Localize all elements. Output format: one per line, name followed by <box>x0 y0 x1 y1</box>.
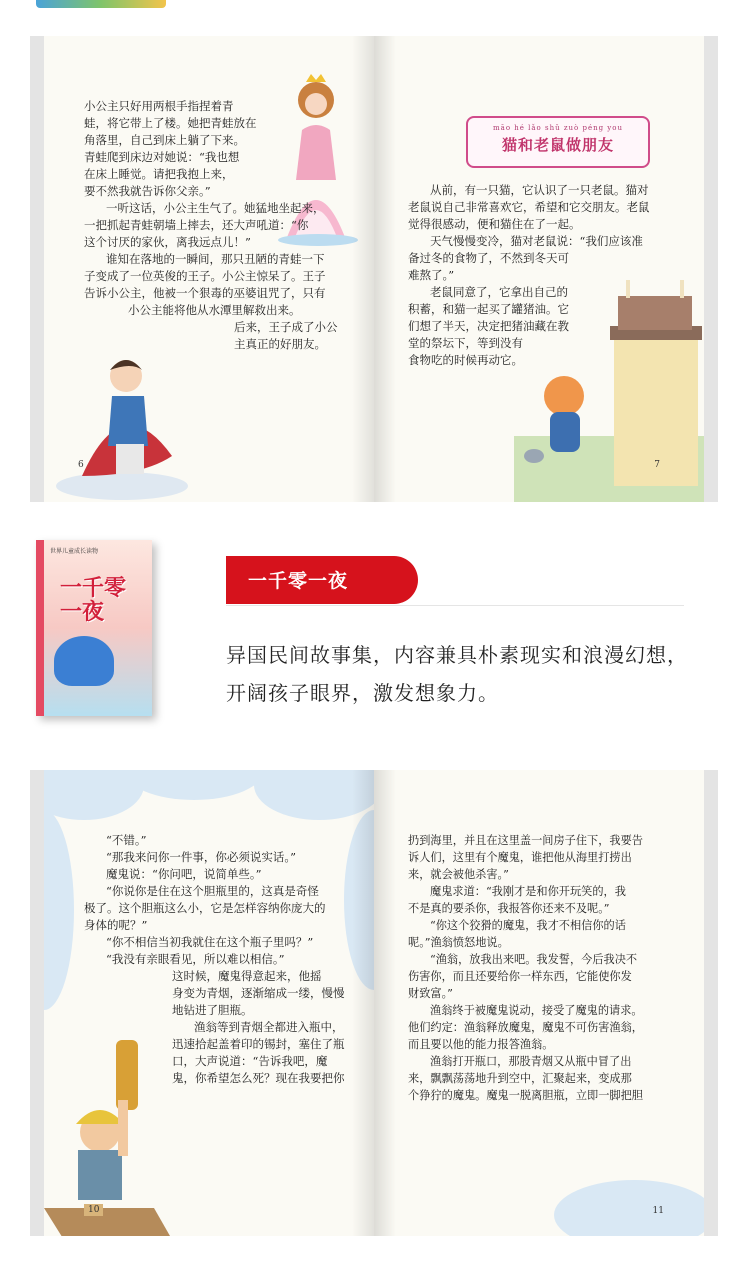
text-line: 老鼠同意了，它拿出自己的 <box>430 285 568 299</box>
story-title-badge <box>466 116 650 168</box>
text-line: 们想了半天，决定把猪油藏在教 <box>408 319 569 333</box>
text-line: 扔到海里，并且在这里盖一间房子住下，我要告 <box>408 834 643 847</box>
text-line: 青蛙爬到床边对她说：“我也想 <box>84 150 240 164</box>
text-line: 迅速拾起盖着印的锡封，塞住了瓶 <box>172 1037 345 1051</box>
book-title-line-2: 一夜 <box>60 599 105 625</box>
cloud-decoration <box>124 770 264 800</box>
text-line: 魔鬼说：“你问吧，说简单些。” <box>106 867 262 881</box>
text-line: 角落里，自己到床上躺了下来。 <box>84 133 245 147</box>
page-number: 11 <box>652 1206 664 1216</box>
cloud-decoration <box>254 770 374 820</box>
book-spread-2 <box>30 770 718 1236</box>
text-line: 来，飘飘荡荡地升到空中，汇聚起来，变成那 <box>408 1072 632 1085</box>
page-7 <box>374 36 704 502</box>
text-line: 这个讨厌的家伙，离我远点儿！” <box>84 235 251 249</box>
text-line: 个狰狞的魔鬼。魔鬼一脱离胆瓶，立即一脚把胆 <box>408 1089 643 1102</box>
section-banner <box>226 556 418 604</box>
page-10 <box>44 770 374 1236</box>
text-line: 财致富。” <box>408 987 453 1000</box>
text-line: “你说你是住在这个胆瓶里的，这真是奇怪 <box>106 884 319 898</box>
title-pinyin: māo hé lǎo shǔ zuò péng you <box>493 124 623 132</box>
cloud-decoration <box>44 810 74 1010</box>
text-line: “那我来问你一件事，你必须说实话。” <box>106 850 297 864</box>
text-line: 来，就会被他杀害。” <box>408 868 509 881</box>
book-cover-title <box>60 576 126 624</box>
text-line: 从前，有一只猫，它认识了一只老鼠。猫对 <box>430 183 649 197</box>
text-line: 渔翁终于被魔鬼说动，接受了魔鬼的请求。 <box>430 1004 643 1017</box>
text-line: 身体的呢？” <box>84 918 148 932</box>
book-cover-image <box>36 540 152 716</box>
text-line: 食物吃的时候再动它。 <box>408 353 523 367</box>
text-line: 身变为青烟，逐渐缩成一缕，慢慢 <box>172 986 345 1000</box>
text-line: 后来，王子成了小公 <box>234 320 338 334</box>
text-line: 老鼠说自己非常喜欢它，希望和它交朋友。老鼠 <box>408 200 650 214</box>
text-line: “你不相信当初我就住在这个瓶子里吗？” <box>106 935 314 949</box>
text-line: 极了。这个胆瓶这么小，它是怎样容纳你庞大的 <box>84 901 326 915</box>
text-line: 备过冬的食物了，不然到冬天可 <box>408 251 569 265</box>
page-6 <box>44 36 374 502</box>
text-line: 主真正的好朋友。 <box>234 337 326 351</box>
text-line: 魔鬼求道：“我刚才是和你开玩笑的，我 <box>430 885 626 898</box>
text-line: “我没有亲眼看见，所以难以相信。” <box>106 952 285 966</box>
text-line: 呢。”渔翁愤怒地说。 <box>408 936 509 949</box>
text-line: 这时候，魔鬼得意起来，他摇 <box>172 969 322 983</box>
text-line: “不错。” <box>106 833 147 847</box>
page-number: 6 <box>78 460 84 470</box>
text-line: 觉得很感动，便和猫住在了一起。 <box>408 217 581 231</box>
section-banner-label: 一千零一夜 <box>248 570 349 592</box>
text-line: 一听这话，小公主生气了。她猛地坐起来， <box>106 201 325 215</box>
text-line: 而且要以他的能力报答渔翁。 <box>408 1038 554 1051</box>
top-strip <box>36 0 166 8</box>
text-line: 天气慢慢变冷，猫对老鼠说：“我们应该准 <box>430 234 643 248</box>
page-number: 7 <box>654 460 660 470</box>
text-line: 难熬了。” <box>408 268 455 282</box>
text-line: 渔翁等到青烟全都进入瓶中， <box>194 1020 344 1034</box>
story-text-cat-mouse <box>408 182 650 369</box>
text-line: 伤害你，而且还要给你一样东西，它能使你发 <box>408 970 632 983</box>
text-line: 渔翁打开瓶口，那股青烟又从瓶中冒了出 <box>430 1055 632 1068</box>
banner-divider <box>226 605 684 606</box>
text-line: 地钻进了胆瓶。 <box>172 1003 253 1017</box>
text-line: 鬼，你希望怎么死？现在我要把你 <box>172 1071 345 1085</box>
story-title: 猫和老鼠做朋友 <box>501 136 614 154</box>
book-spread-1 <box>30 36 718 502</box>
story-text-fisherman-1 <box>84 832 345 1087</box>
text-line: 口，大声说道：“告诉我吧，魔 <box>172 1054 328 1068</box>
text-line: “渔翁，放我出来吧。我发誓，今后我决不 <box>430 953 638 966</box>
page-number: 10 <box>84 1204 103 1216</box>
text-line: 在床上睡觉。请把我抱上来， <box>84 167 234 181</box>
cloud-decoration <box>344 810 374 990</box>
text-line: 他们约定：渔翁释放魔鬼，魔鬼不可伤害渔翁， <box>408 1021 643 1034</box>
story-text-fisherman-2 <box>408 832 643 1104</box>
cloud-decoration <box>554 1180 704 1236</box>
genie-figure <box>54 636 114 686</box>
text-line: 谁知在落地的一瞬间，那只丑陋的青蛙一下 <box>106 252 325 266</box>
text-line: 蛙，将它带上了楼。她把青蛙放在 <box>84 116 257 130</box>
text-line: 堂的祭坛下，等到没有 <box>408 336 523 350</box>
text-line: 小公主只好用两根手指捏着青 <box>84 99 234 113</box>
text-line: 子变成了一位英俊的王子。小公主惊呆了。王子 <box>84 269 326 283</box>
story-text-frog-prince <box>84 98 338 353</box>
text-line: 要不然我就告诉你父亲。” <box>84 184 211 198</box>
text-line: “你这个狡猾的魔鬼，我才不相信你的话 <box>430 919 626 932</box>
book-series-label: 世界儿童成长读物 <box>50 548 99 555</box>
book-title-line-1: 一千零 <box>60 575 127 601</box>
text-line: 积蓄，和猫一起买了罐猪油。它 <box>408 302 569 316</box>
text-line: 小公主能将他从水潭里解救出来。 <box>128 303 301 317</box>
text-line: 不是真的要杀你，我报答你还来不及呢。” <box>408 902 610 915</box>
text-line: 一把抓起青蛙朝墙上摔去，还大声吼道：“你 <box>84 218 309 232</box>
text-line: 告诉小公主，他被一个狠毒的巫婆诅咒了，只有 <box>84 286 326 300</box>
page-11 <box>374 770 704 1236</box>
text-line: 诉人们，这里有个魔鬼，谁把他从海里打捞出 <box>408 851 632 864</box>
book-spine <box>36 540 44 716</box>
book-description: 异国民间故事集，内容兼具朴素现实和浪漫幻想，开阔孩子眼界，激发想象力。 <box>226 643 688 705</box>
